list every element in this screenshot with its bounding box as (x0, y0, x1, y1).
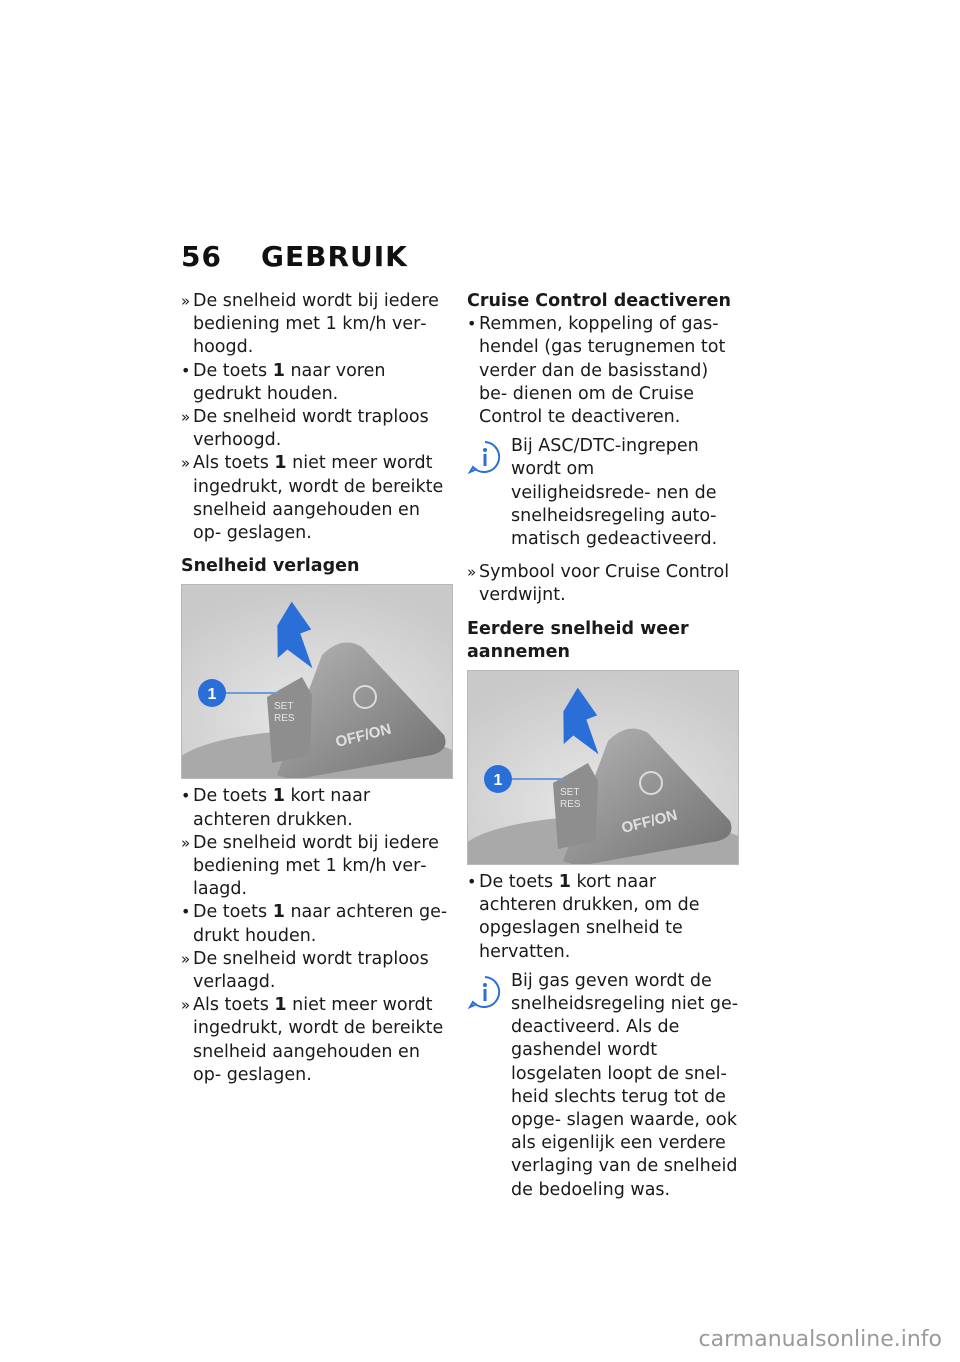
key-label-bottom: RES (274, 713, 295, 725)
key-label-top: SET (274, 701, 294, 713)
list-item: » De snelheid wordt traploos verhoogd. (181, 407, 429, 451)
list-item: • De toets 1 naar voren gedrukt houden. (181, 360, 386, 404)
cruise-control-illustration (182, 585, 452, 778)
section-title: GEBRUIK (261, 240, 408, 273)
list-item: • Remmen, koppeling of gas‑ hendel (gas terugnemen tot verder dan de basisstand) be‑ dienen om de Cruise Control te deactiveren. (467, 314, 726, 428)
list-item: » Symbool voor Cruise Control verdwijnt. (467, 562, 730, 606)
callout-number: 1 (207, 686, 217, 704)
info-icon (467, 439, 503, 475)
list-item: » Als toets 1 niet meer wordt ingedrukt, wordt de bereikte snelheid aangehouden en op‑ geslagen. (181, 453, 444, 544)
list-item: • De toets 1 kort naar achteren drukken. (181, 786, 371, 830)
list-item: » De snelheid wordt traploos verlaagd. (181, 948, 429, 993)
lever-label: OFF/ON (619, 806, 679, 837)
info-note (467, 970, 739, 1202)
list-item: • De toets 1 kort naar achteren drukken, om de opgeslagen snelheid te hervatten. (467, 872, 700, 962)
note-text: Bij ASC/DTC‑ingrepen wordt om veiligheidsrede‑ nen de snelheidsregeling auto‑ matisch gedeactiveerd. (511, 436, 718, 550)
key-label-top: SET (560, 787, 580, 799)
section-heading: Eerdere snelheid weer aannemen (467, 618, 689, 662)
cruise-control-illustration (468, 671, 738, 864)
section-heading: Cruise Control deactiveren (467, 291, 731, 311)
list-item: » Als toets 1 niet meer wordt ingedrukt, wordt de bereikte snelheid aangehouden en op‑ geslagen. (181, 995, 444, 1085)
lever-label: OFF/ON (333, 721, 393, 752)
figure-set-res-button (181, 584, 453, 779)
list-item: • De toets 1 naar achteren ge‑ drukt houden. (181, 902, 448, 946)
info-icon (467, 974, 503, 1010)
key-label-bottom: RES (560, 799, 581, 811)
left-column (181, 290, 453, 1087)
list-item: » De snelheid wordt bij iedere bediening met 1 km/h ver‑ laagd. (181, 832, 439, 900)
list-item: » De snelheid wordt bij iedere bediening met 1 km/h ver‑ hoogd. (181, 291, 439, 358)
page-header (181, 240, 408, 273)
note-text: Bij gas geven wordt de snelheidsregeling niet ge‑ deactiveerd. Als de gashendel wordt losgelaten loopt de snel‑ heid slechts terug tot de opge‑ slagen waarde, ook als eigenlijk een verdere verlaging van de snelheid de bedoeling was. (511, 970, 739, 1200)
watermark: carmanualsonline.info (698, 1327, 942, 1352)
callout-number: 1 (493, 772, 503, 790)
right-column (467, 290, 739, 1202)
page-number: 56 (181, 240, 222, 273)
figure-set-res-button (467, 670, 739, 865)
info-note (467, 435, 739, 551)
section-heading: Snelheid verlagen (181, 556, 360, 577)
